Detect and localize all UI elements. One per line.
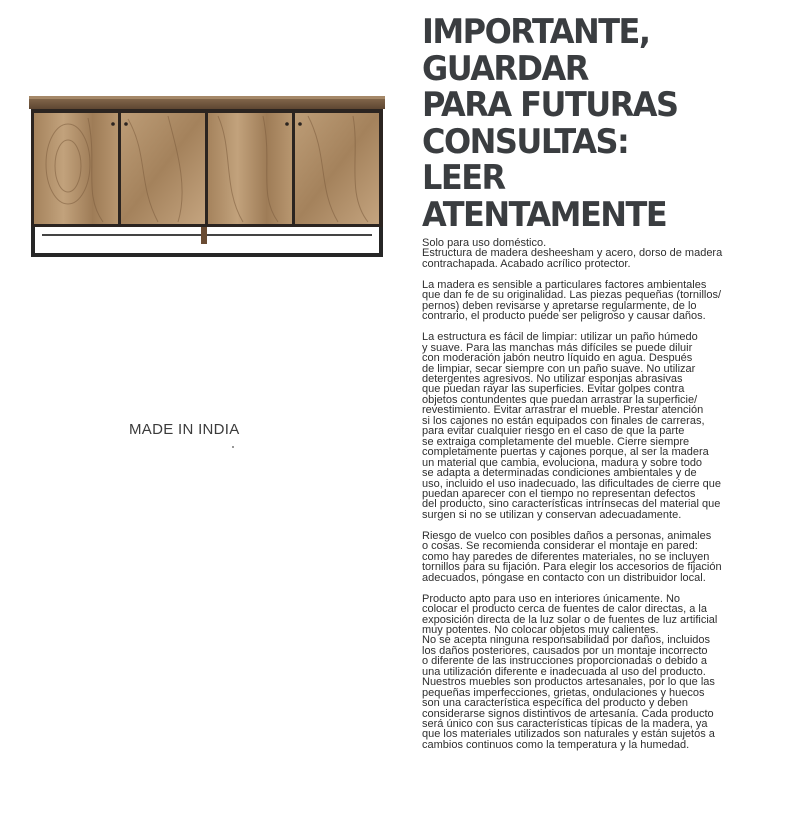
text-line: revestimiento. Evitar arrastrar el mueble. Prestar atención	[422, 404, 704, 417]
text-line: puedan aparecer con el tiempo no representan defectos	[422, 487, 696, 500]
text-line: contrachapada. Acabado acrílico protector.	[422, 257, 631, 270]
text-line: objetos contundentes que puedan arrastrar la superficie/	[422, 393, 698, 406]
text-line: los daños posteriores, causados por un montaje incorrecto	[422, 644, 708, 657]
text-line: considerarse signos distintivos de artesanía. Cada producto	[422, 707, 714, 720]
text-line: Nuestros muebles son productos artesanales, por lo que las	[422, 676, 715, 689]
text-line: contrario, el producto puede ser peligroso y causar daños.	[422, 310, 706, 323]
text-line: completamente puertas y cajones porque, al ser la madera	[422, 446, 709, 459]
title-line: ATENTAMENTE	[422, 194, 667, 235]
text-line: detergentes agresivos. No utilizar esponjas abrasivas	[422, 372, 683, 385]
text-line: que los materiales utilizados son naturales y están sujetos a	[422, 728, 715, 741]
origin-label: MADE IN INDIA	[129, 421, 240, 438]
text-line: exposición directa de la luz solar o de fuentes de luz artificial	[422, 613, 718, 626]
paragraph-5	[422, 594, 782, 751]
text-line: o cosas. Se recomienda considerar el montaje en pared:	[422, 540, 698, 553]
title-line: LEER	[422, 158, 505, 198]
text-line: Estructura de madera desheesham y acero, dorso de madera	[422, 247, 723, 260]
text-line: que dan fe de su originalidad. Las piezas pequeñas (tornillos/	[422, 289, 722, 302]
text-line: pernos) deben revisarse y apretarse regularmente, de lo	[422, 299, 697, 312]
title-line: PARA FUTURAS	[422, 85, 678, 125]
paragraph-3	[422, 332, 782, 520]
paragraph-1	[422, 238, 782, 269]
paragraph-2	[422, 280, 782, 322]
text-line: uso, incluido el uso inadecuado, las dificultades de cierre que	[422, 477, 722, 490]
text-line: Solo para uso doméstico.	[422, 237, 547, 249]
decorative-dot	[232, 446, 234, 448]
text-line: pequeñas imperfecciones, grietas, ondulaciones y huecos	[422, 686, 705, 699]
text-line: para evitar cualquier riesgo en el caso de que la parte	[422, 425, 685, 438]
text-line: son una característica específica del producto y deben	[422, 697, 688, 710]
title-line: IMPORTANTE,	[422, 12, 650, 52]
text-line: La estructura es fácil de limpiar: utilizar un paño húmedo	[422, 331, 698, 344]
text-line: surgen si no se utilizan y conservan adecuadamente.	[422, 508, 682, 521]
text-line: si los cajones no están equipados con finales de carreras,	[422, 414, 705, 427]
text-line: Riesgo de vuelco con posibles daños a personas, animales	[422, 529, 712, 542]
text-line: se extraiga completamente del mueble. Cierre siempre	[422, 435, 690, 448]
sideboard-base	[31, 227, 383, 257]
instructions-text	[422, 238, 782, 750]
text-line: de limpiar, secar siempre con un paño suave. No utilizar	[422, 362, 696, 375]
text-line: muy potentes. No colocar objetos muy calientes.	[422, 623, 659, 636]
text-line: una utilización diferente e inadecuada al uso del producto.	[422, 665, 706, 678]
text-line: La madera es sensible a particulares factores ambientales	[422, 278, 707, 291]
text-line: será único con sus características típicas de la madera, ya	[422, 718, 708, 731]
text-line: adecuados, póngase en contacto con un distribuidor local.	[422, 571, 706, 584]
text-line: No se acepta ninguna responsabilidad por daños, incluidos	[422, 634, 711, 647]
text-line: un material que cambia, evoluciona, madura y sobre todo	[422, 456, 703, 469]
title-line: GUARDAR	[422, 48, 588, 89]
text-line: se adapta a determinadas condiciones ambientales y de	[422, 467, 697, 480]
text-line: Producto apto para uso en interiores únicamente. No	[422, 592, 681, 605]
text-line: con moderación jabón neutro líquido en agua. Después	[422, 352, 693, 365]
text-line: del producto, sino características intrínsecas del material que	[422, 498, 721, 511]
title-line: CONSULTAS:	[422, 121, 629, 162]
text-line: que puedan rayar las superficies. Evitar golpes contra	[422, 383, 685, 396]
text-line: colocar el producto cerca de fuentes de calor directas, a la	[422, 603, 707, 616]
text-line: tornillos para su fijación. Para elegir los accesorios de fijación	[422, 561, 722, 574]
text-line: cambios continuos como la temperatura y la humedad.	[422, 738, 690, 751]
page-title	[422, 14, 678, 233]
text-line: como hay paredes de diferentes materiales, no se incluyen	[422, 550, 710, 563]
sideboard-image	[28, 94, 388, 260]
text-line: y suave. Para las manchas más difíciles se puede diluir	[422, 341, 693, 354]
paragraph-4	[422, 531, 782, 583]
text-line: o diferente de las instrucciones proporcionadas o debido a	[422, 655, 707, 668]
